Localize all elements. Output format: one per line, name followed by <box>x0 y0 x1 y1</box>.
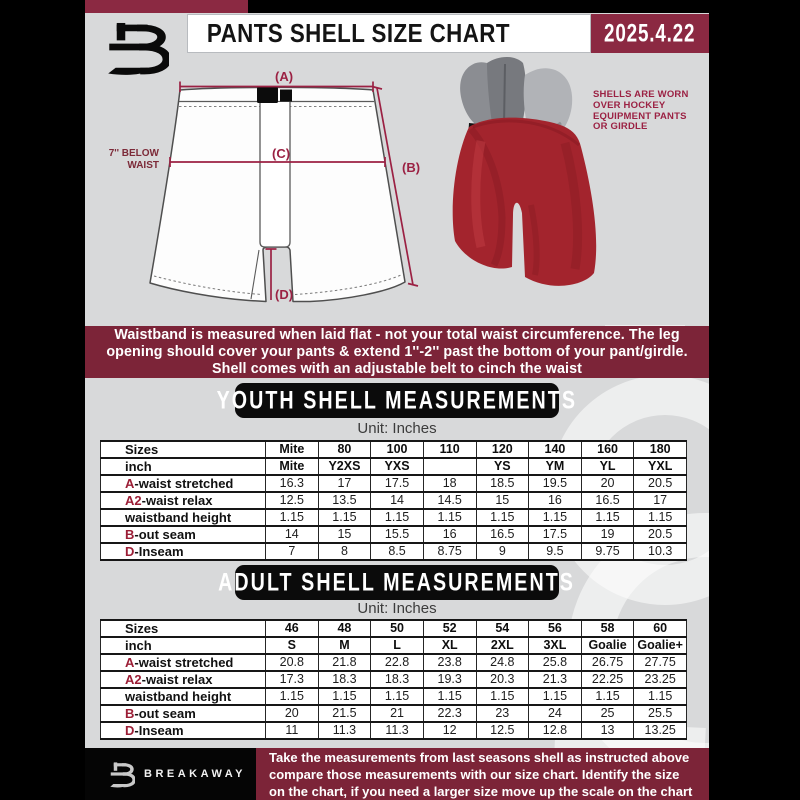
value-cell: 1.15 <box>266 509 319 526</box>
value-cell: 1.15 <box>371 688 424 705</box>
value-cell: Mite <box>266 441 319 458</box>
value-cell: 15 <box>476 492 529 509</box>
youth-heading: YOUTH SHELL MEASUREMENTS <box>216 385 578 415</box>
title-box <box>187 14 591 53</box>
value-cell: 100 <box>371 441 424 458</box>
measure-letter: A2 <box>125 672 142 687</box>
info-line: Shell comes with an adjustable belt to cinch the waist <box>211 360 583 377</box>
value-cell: 11 <box>266 722 319 739</box>
breakaway-logo-icon <box>105 18 169 76</box>
date-box <box>591 14 709 53</box>
value-cell: YS <box>476 458 529 475</box>
value-cell: 1.15 <box>423 509 476 526</box>
value-cell: 7 <box>266 543 319 560</box>
youth-unit-label: Unit: Inches <box>357 420 437 437</box>
measure-letter: B <box>125 527 135 542</box>
value-cell: 2XL <box>476 637 529 654</box>
adult-heading: ADULT SHELL MEASUREMENTS <box>218 567 576 597</box>
brand-name: BREAKAWAY <box>144 768 246 780</box>
value-cell: 48 <box>318 620 371 637</box>
value-cell: 1.15 <box>581 509 634 526</box>
measure-letter: B <box>125 706 135 721</box>
value-cell: 23.25 <box>634 671 687 688</box>
value-cell: 1.15 <box>634 688 687 705</box>
row-label: Sizes <box>101 620 266 637</box>
hockey-pants-photo <box>445 55 605 295</box>
value-cell: 1.15 <box>529 509 582 526</box>
value-cell: 16 <box>529 492 582 509</box>
value-cell: 160 <box>581 441 634 458</box>
value-cell: Y2XS <box>318 458 371 475</box>
value-cell: 15.5 <box>371 526 424 543</box>
value-cell: YL <box>581 458 634 475</box>
value-cell: 23 <box>476 705 529 722</box>
value-cell: YXL <box>634 458 687 475</box>
value-cell: 14.5 <box>423 492 476 509</box>
shorts-diagram <box>130 56 450 312</box>
value-cell: 24 <box>529 705 582 722</box>
value-cell: 16.5 <box>581 492 634 509</box>
value-cell: 14 <box>266 526 319 543</box>
measure-letter: A <box>125 476 135 491</box>
value-cell: 140 <box>529 441 582 458</box>
value-cell: 22.25 <box>581 671 634 688</box>
table-row <box>101 654 687 671</box>
page-title: PANTS SHELL SIZE CHART <box>206 18 510 48</box>
row-label: A2-waist relax <box>101 671 266 688</box>
value-cell: 20.8 <box>266 654 319 671</box>
value-cell: 1.15 <box>423 688 476 705</box>
value-cell: 20.5 <box>634 526 687 543</box>
value-cell: 22.8 <box>371 654 424 671</box>
value-cell: 52 <box>423 620 476 637</box>
table-row <box>101 441 687 458</box>
table-row <box>101 543 687 560</box>
value-cell: 110 <box>423 441 476 458</box>
value-cell: 25 <box>581 705 634 722</box>
measure-letter: A2 <box>125 493 142 508</box>
adult-unit-label: Unit: Inches <box>357 600 437 617</box>
value-cell <box>423 458 476 475</box>
measurement-info-banner <box>85 326 709 378</box>
value-cell: Goalie <box>581 637 634 654</box>
value-cell: 16.3 <box>266 475 319 492</box>
row-label: waistband height <box>101 509 266 526</box>
value-cell: 21.3 <box>529 671 582 688</box>
row-label: inch <box>101 637 266 654</box>
value-cell: 19.3 <box>423 671 476 688</box>
value-cell: Goalie+ <box>634 637 687 654</box>
value-cell: 1.15 <box>529 688 582 705</box>
table-row <box>101 705 687 722</box>
value-cell: YXS <box>371 458 424 475</box>
value-cell: 13.5 <box>318 492 371 509</box>
row-label: waistband height <box>101 688 266 705</box>
youth-size-table <box>100 440 687 561</box>
value-cell: 11.3 <box>318 722 371 739</box>
row-label: B-out seam <box>101 526 266 543</box>
dim-label-b: (B) <box>402 160 421 175</box>
measure-letter: D <box>125 723 135 738</box>
value-cell: 17 <box>634 492 687 509</box>
value-cell: 9.5 <box>529 543 582 560</box>
row-label: D-Inseam <box>101 543 266 560</box>
value-cell: 16 <box>423 526 476 543</box>
youth-section-banner <box>216 383 578 418</box>
value-cell: 17.5 <box>371 475 424 492</box>
breakaway-footer-logo-icon <box>109 760 135 788</box>
value-cell: 1.15 <box>266 688 319 705</box>
dim-label-d: (D) <box>275 287 294 302</box>
top-accent-bar <box>85 0 248 13</box>
value-cell: 21.5 <box>318 705 371 722</box>
row-label: A-waist stretched <box>101 654 266 671</box>
value-cell: 13.25 <box>634 722 687 739</box>
adult-section-banner <box>218 565 576 600</box>
value-cell: 12.8 <box>529 722 582 739</box>
value-cell: 21 <box>371 705 424 722</box>
footer-instructions <box>256 748 709 800</box>
value-cell: 3XL <box>529 637 582 654</box>
value-cell: 19 <box>581 526 634 543</box>
value-cell: 56 <box>529 620 582 637</box>
value-cell: 26.75 <box>581 654 634 671</box>
value-cell: 12.5 <box>476 722 529 739</box>
value-cell: 19.5 <box>529 475 582 492</box>
value-cell: 13 <box>581 722 634 739</box>
value-cell: 23.8 <box>423 654 476 671</box>
value-cell: 12 <box>423 722 476 739</box>
table-row <box>101 671 687 688</box>
footer-line: compare those measurements with our size chart. Identify the size <box>269 766 680 782</box>
value-cell: 10.3 <box>634 543 687 560</box>
table-row <box>101 458 687 475</box>
value-cell: 1.15 <box>371 509 424 526</box>
row-label: Sizes <box>101 441 266 458</box>
value-cell: 9 <box>476 543 529 560</box>
value-cell: 17 <box>318 475 371 492</box>
value-cell: 20 <box>581 475 634 492</box>
value-cell: 14 <box>371 492 424 509</box>
table-row <box>101 722 687 739</box>
value-cell: 1.15 <box>318 509 371 526</box>
value-cell: 60 <box>634 620 687 637</box>
value-cell: L <box>371 637 424 654</box>
value-cell: 22.3 <box>423 705 476 722</box>
info-line: opening should cover your pants & extend 1''-2'' past the bottom of your pant/girdle. <box>106 343 688 360</box>
table-row <box>101 509 687 526</box>
info-line: Waistband is measured when laid flat - not your total waist circumference. The leg <box>114 326 680 343</box>
table-row <box>101 492 687 509</box>
table-row <box>101 620 687 637</box>
measure-letter: A <box>125 655 135 670</box>
value-cell: 18.5 <box>476 475 529 492</box>
table-row <box>101 637 687 654</box>
value-cell: 20.5 <box>634 475 687 492</box>
table-row <box>101 526 687 543</box>
value-cell: 58 <box>581 620 634 637</box>
adult-size-table <box>100 619 687 740</box>
value-cell: 20.3 <box>476 671 529 688</box>
value-cell: 9.75 <box>581 543 634 560</box>
value-cell: 80 <box>318 441 371 458</box>
value-cell: 1.15 <box>634 509 687 526</box>
value-cell: 11.3 <box>371 722 424 739</box>
value-cell: Mite <box>266 458 319 475</box>
dim-label-a: (A) <box>275 69 294 84</box>
measure-letter: D <box>125 544 135 559</box>
value-cell: 1.15 <box>476 509 529 526</box>
value-cell: 20 <box>266 705 319 722</box>
row-label: inch <box>101 458 266 475</box>
value-cell: 1.15 <box>476 688 529 705</box>
value-cell: 17.5 <box>529 526 582 543</box>
value-cell: 15 <box>318 526 371 543</box>
value-cell: 1.15 <box>581 688 634 705</box>
value-cell: YM <box>529 458 582 475</box>
value-cell: 8.75 <box>423 543 476 560</box>
value-cell: M <box>318 637 371 654</box>
value-cell: 12.5 <box>266 492 319 509</box>
value-cell: 25.8 <box>529 654 582 671</box>
value-cell: 17.3 <box>266 671 319 688</box>
value-cell: 180 <box>634 441 687 458</box>
value-cell: 18 <box>423 475 476 492</box>
value-cell: 18.3 <box>371 671 424 688</box>
value-cell: 120 <box>476 441 529 458</box>
value-cell: 21.8 <box>318 654 371 671</box>
footer-line: on the chart, if you need a larger size move up the scale on the chart <box>269 783 693 799</box>
table-row <box>101 475 687 492</box>
table-row <box>101 688 687 705</box>
revision-date: 2025.4.22 <box>604 18 696 47</box>
value-cell: 50 <box>371 620 424 637</box>
row-label: B-out seam <box>101 705 266 722</box>
row-label: A-waist stretched <box>101 475 266 492</box>
footer-line: Take the measurements from last seasons shell as instructed above <box>269 749 690 765</box>
value-cell: 18.3 <box>318 671 371 688</box>
value-cell: 54 <box>476 620 529 637</box>
value-cell: XL <box>423 637 476 654</box>
row-label: A2-waist relax <box>101 492 266 509</box>
footer-brand-block <box>85 748 256 800</box>
value-cell: 25.5 <box>634 705 687 722</box>
value-cell: 24.8 <box>476 654 529 671</box>
value-cell: 46 <box>266 620 319 637</box>
value-cell: 8.5 <box>371 543 424 560</box>
dim-label-c: (C) <box>272 146 291 161</box>
value-cell: 27.75 <box>634 654 687 671</box>
value-cell: 16.5 <box>476 526 529 543</box>
row-label: D-Inseam <box>101 722 266 739</box>
value-cell: 1.15 <box>318 688 371 705</box>
value-cell: 8 <box>318 543 371 560</box>
value-cell: S <box>266 637 319 654</box>
below-waist-label: 7'' BELOW WAIST <box>108 148 159 171</box>
content-area <box>85 0 709 800</box>
shells-note: SHELLS ARE WORN OVER HOCKEY EQUIPMENT PANTS OR GIRDLE <box>593 89 689 133</box>
